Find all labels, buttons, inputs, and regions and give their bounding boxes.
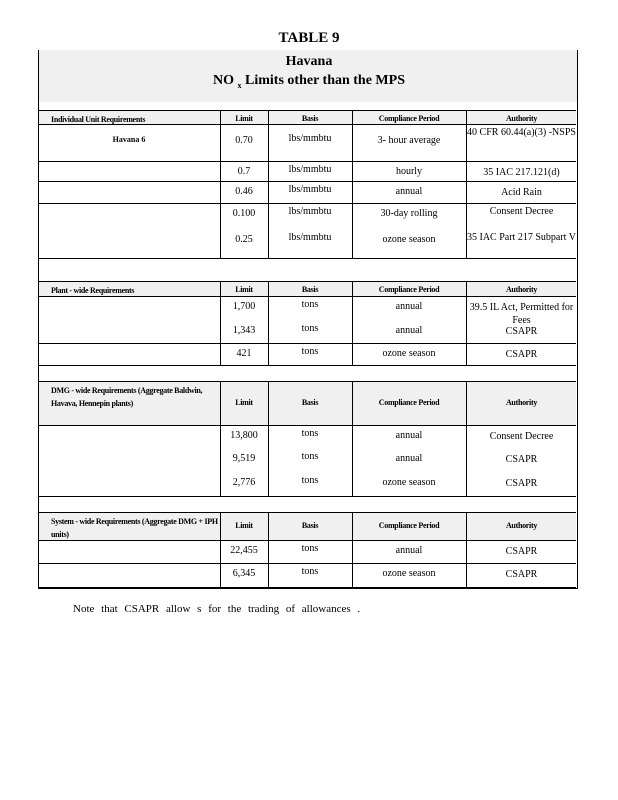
column-header-basis: Basis — [268, 513, 351, 541]
section-label: System - wide Requirements (Aggregate DMG + IPH units) — [51, 517, 218, 539]
basis-value: tons — [268, 344, 351, 366]
authority-value: CSAPR — [466, 473, 576, 496]
limit-value: 22,455 — [220, 541, 267, 564]
column-header-period: Compliance Period — [352, 111, 465, 125]
limit-value: 0.7 — [220, 162, 267, 182]
limit-value: 6,345 — [220, 564, 267, 588]
limit-value: 421 — [220, 344, 267, 366]
compliance-period: annual — [352, 321, 465, 343]
column-header-limit: Limit — [220, 382, 267, 426]
column-header-basis: Basis — [268, 382, 351, 426]
basis-value: lbs/mmbtu — [268, 162, 351, 182]
basis-value: tons — [268, 449, 351, 473]
section-header-row — [39, 281, 576, 297]
compliance-period: 3- hour average — [352, 125, 465, 162]
column-header-basis: Basis — [268, 282, 351, 297]
authority-value: 40 CFR 60.44(a)(3) -NSPS — [466, 125, 576, 162]
column-header-period: Compliance Period — [352, 382, 465, 426]
authority-value: CSAPR — [466, 344, 576, 366]
footnote: Note that CSAPR allow s for the trading of allowances . — [73, 603, 361, 615]
column-header-authority: Authority — [466, 111, 576, 125]
limit-value: 0.25 — [220, 230, 267, 258]
limit-value: 0.100 — [220, 204, 267, 231]
column-header-authority: Authority — [466, 513, 576, 541]
section-label: DMG - wide Requirements (Aggregate Baldwin, Havava, Hennepin plants) — [51, 386, 203, 408]
basis-value: tons — [268, 297, 351, 322]
row-divider — [39, 587, 576, 589]
compliance-period: ozone season — [352, 564, 465, 588]
column-header-limit: Limit — [220, 111, 267, 125]
column-header-period: Compliance Period — [352, 513, 465, 541]
table-row — [39, 296, 576, 326]
nox-label: NO — [213, 73, 235, 88]
compliance-period: ozone season — [352, 473, 465, 496]
compliance-period: hourly — [352, 162, 465, 182]
authority-value: CSAPR — [466, 449, 576, 473]
table-row — [39, 203, 576, 231]
compliance-period: annual — [352, 541, 465, 564]
section-header-row — [39, 381, 576, 426]
basis-value: lbs/mmbtu — [268, 125, 351, 162]
section-label: Plant - wide Requirements — [51, 286, 135, 295]
row-divider — [39, 496, 576, 498]
basis-value: tons — [268, 473, 351, 496]
table-row — [39, 473, 576, 496]
table-subheading — [0, 73, 618, 90]
basis-value: lbs/mmbtu — [268, 182, 351, 204]
basis-value: tons — [268, 564, 351, 588]
column-header-basis: Basis — [268, 111, 351, 125]
unit-name: Havana 6 — [112, 135, 146, 144]
table-title: TABLE 9 — [278, 30, 340, 46]
compliance-period: 30-day rolling — [352, 204, 465, 231]
table-row — [39, 230, 576, 258]
compliance-period: annual — [352, 426, 465, 450]
table-row — [39, 321, 576, 343]
table-row — [39, 343, 576, 366]
authority-value: CSAPR — [466, 564, 576, 588]
table-row — [39, 124, 576, 162]
basis-value: lbs/mmbtu — [268, 230, 351, 258]
limit-value: 2,776 — [220, 473, 267, 496]
authority-value: Acid Rain — [466, 182, 576, 204]
compliance-period: annual — [352, 449, 465, 473]
limit-value: 9,519 — [220, 449, 267, 473]
column-header-limit: Limit — [220, 513, 267, 541]
basis-value: tons — [268, 541, 351, 564]
authority-value: Consent Decree — [466, 426, 576, 450]
basis-value: lbs/mmbtu — [268, 204, 351, 231]
table-row — [39, 449, 576, 473]
row-divider — [39, 365, 576, 367]
basis-value: tons — [268, 426, 351, 450]
table-row — [39, 540, 576, 564]
column-header-authority: Authority — [466, 382, 576, 426]
authority-value: 35 IAC 217.121(d) — [466, 162, 576, 182]
column-header-period: Compliance Period — [352, 282, 465, 297]
table-row — [39, 181, 576, 204]
compliance-period: annual — [352, 182, 465, 204]
table-row — [39, 425, 576, 450]
column-header-authority: Authority — [466, 282, 576, 297]
authority-value: 35 IAC Part 217 Subpart V — [466, 230, 576, 258]
limit-value: 1,700 — [220, 297, 267, 322]
limit-value: 0.70 — [220, 125, 267, 162]
table-row — [39, 161, 576, 182]
row-divider — [39, 258, 576, 260]
compliance-period: ozone season — [352, 344, 465, 366]
section-label: Individual Unit Requirements — [51, 115, 146, 124]
nox-subscript: x — [237, 80, 242, 90]
section-header-row — [39, 110, 576, 125]
limit-value: 13,800 — [220, 426, 267, 450]
table-row — [39, 563, 576, 588]
authority-value: Consent Decree — [466, 204, 576, 231]
authority-value: 39.5 IL Act, Permitted for Fees — [466, 297, 576, 322]
compliance-period: annual — [352, 297, 465, 322]
limit-value: 0.46 — [220, 182, 267, 204]
basis-value: tons — [268, 321, 351, 343]
compliance-period: ozone season — [352, 230, 465, 258]
authority-value: CSAPR — [466, 541, 576, 564]
section-header-row — [39, 512, 576, 541]
authority-value: CSAPR — [466, 321, 576, 343]
limit-value: 1,343 — [220, 321, 267, 343]
table-heading: Havana — [285, 54, 333, 69]
subheading-text: Limits other than the MPS — [245, 73, 405, 88]
column-header-limit: Limit — [220, 282, 267, 297]
